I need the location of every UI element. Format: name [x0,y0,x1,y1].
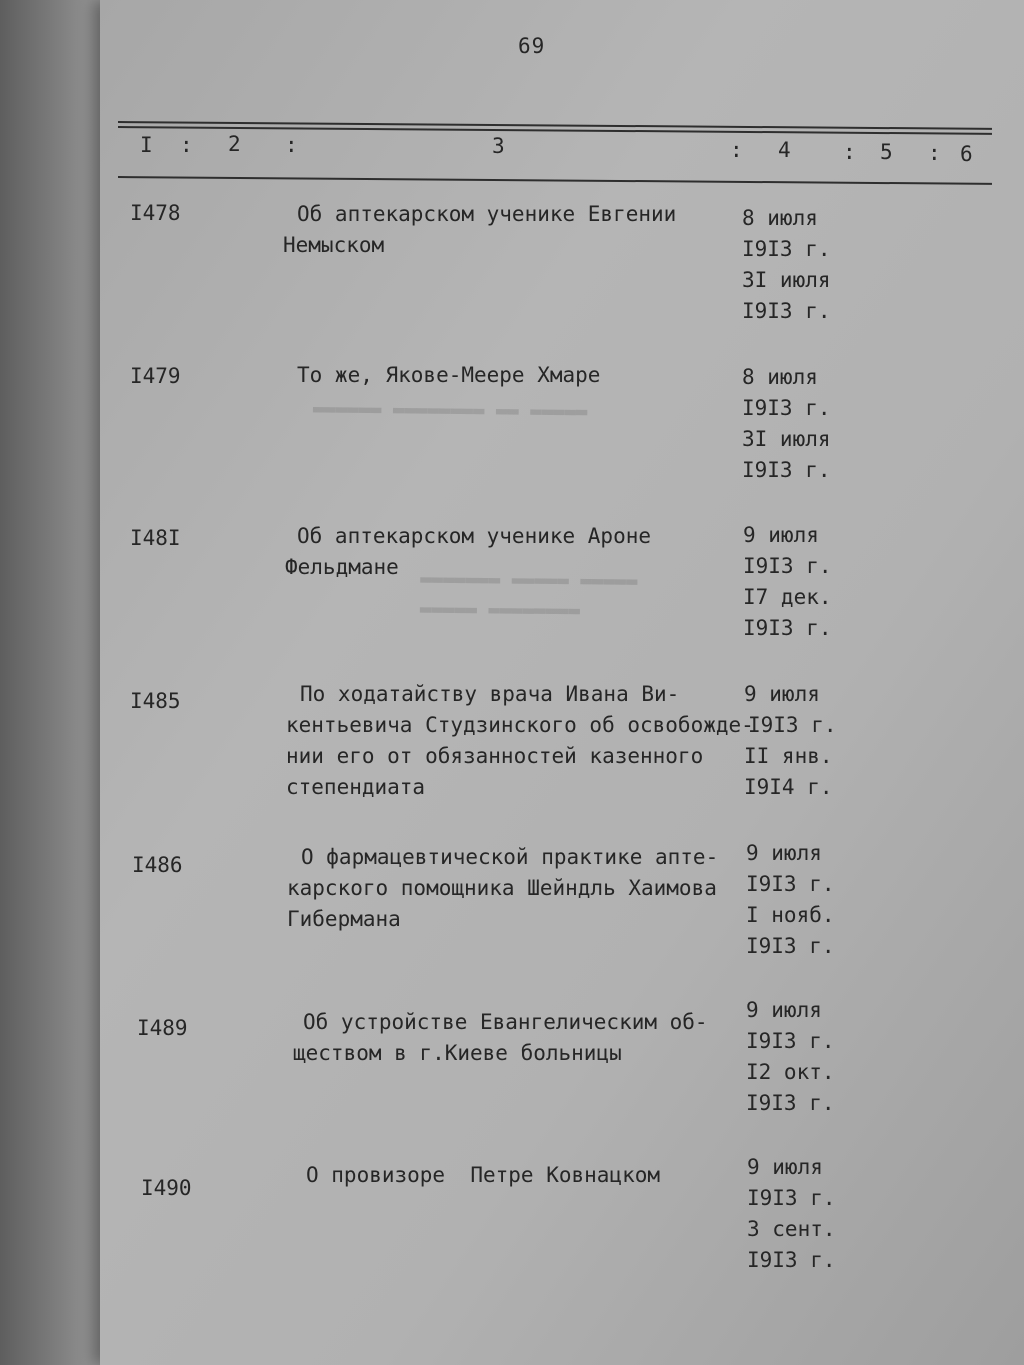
page-number: 69 [518,34,546,58]
column-header: 2 [228,132,241,156]
entry-title-line: степендиата [286,775,426,799]
entry-number: I485 [130,689,181,713]
entry-number: I489 [137,1016,188,1040]
entry-title-line: О фармацевтической практике апте- [301,845,719,869]
entry-title-line: Об аптекарском ученике Ароне [297,524,652,548]
entry-dates [746,838,835,962]
entry-title [297,360,600,391]
entry-title [286,679,754,803]
entry-number: I479 [130,364,181,388]
entry-date-line: I9I3 г. [742,396,831,420]
entry-title-line: По ходатайству врача Ивана Ви- [300,682,680,706]
entry-date-line: I9I3 г. [743,616,832,640]
entry-date-line: I9I3 г. [743,554,832,578]
entry-date-line: 9 июля [746,998,822,1022]
book-gutter [0,0,110,1365]
entry-date-line: I9I3 г. [748,713,837,737]
entry-number: I478 [130,201,181,225]
column-header: 5 [880,140,893,164]
entry-number: I486 [132,853,183,877]
entry-title [306,1160,660,1191]
entry-date-line: I9I4 г. [744,775,833,799]
column-header: I [140,133,153,157]
entry-date-line: 3I июля [742,427,831,451]
entry-date-line: I9I3 г. [742,299,831,323]
entry-date-line: I9I3 г. [747,1186,836,1210]
entry-title [285,521,651,583]
entry-date-line: II янв. [744,744,833,768]
entry-title [287,842,718,935]
bleed-through: ▬▬▬▬▬▬▬ ▬▬▬▬▬ ▬▬▬▬▬ ▬▬▬▬▬ ▬▬▬▬▬▬▬▬ [419,567,638,622]
entry-title-line: О провизоре Петре Ковнацком [306,1163,661,1187]
entry-number: I490 [141,1176,192,1200]
entry-date-line: 9 июля [747,1155,823,1179]
entry-dates [743,520,832,644]
entry-date-line: 9 июля [746,841,822,865]
entry-title-line: нии его от обязанностей казенного [286,744,704,768]
entry-title-line: кентьевича Студзинского об освобожде- [286,713,754,737]
entry-dates [742,362,831,486]
entry-title-line: карского помощника Шейндль Хаимова [287,876,717,900]
entry-date-line: I7 дек. [743,585,832,609]
entry-date-line: I9I3 г. [747,1248,836,1272]
entry-date-line: I9I3 г. [746,1091,835,1115]
entry-title [283,199,676,261]
entry-date-line: 8 июля [742,206,818,230]
entry-date-line: I9I3 г. [742,458,831,482]
entry-dates [747,1152,836,1276]
entry-title [293,1007,708,1069]
entry-title-line: Фельдмане [285,555,399,579]
entry-title-line: Гибермана [287,907,401,931]
column-separator: : [928,141,941,165]
entry-date-line: 3 сент. [747,1217,836,1241]
entry-dates [746,995,835,1119]
entry-date-line: 9 июля [743,523,819,547]
entry-dates [744,679,837,803]
entry-number: I48I [130,526,181,550]
entry-date-line: 3I июля [742,268,831,292]
entry-date-line: I9I3 г. [742,237,831,261]
entry-date-line: 9 июля [744,682,820,706]
column-header: 6 [960,142,973,166]
column-header: 4 [778,138,791,162]
entry-date-line: I9I3 г. [746,934,835,958]
column-separator: : [285,133,298,157]
column-separator: : [730,138,743,162]
entry-title-line: Немыском [283,233,385,257]
entry-title-line: Об устройстве Евангелическим об- [303,1010,708,1034]
entry-title-line: Об аптекарском ученике Евгении [297,202,677,226]
bleed-through: ▬▬▬▬▬▬ ▬▬▬▬▬▬▬▬ ▬▬ ▬▬▬▬▬ [289,397,588,423]
entry-date-line: I9I3 г. [746,872,835,896]
entry-date-line: I нояб. [746,903,835,927]
entry-title-line: То же, Якове-Меере Хмаре [297,363,601,387]
column-separator: : [843,140,856,164]
entry-date-line: 8 июля [742,365,818,389]
entry-dates [742,203,831,327]
entry-date-line: I9I3 г. [746,1029,835,1053]
entry-title-line: ществом в г.Киеве больницы [293,1041,622,1065]
column-header: 3 [492,134,505,158]
entry-date-line: I2 окт. [746,1060,835,1084]
column-separator: : [180,133,193,157]
